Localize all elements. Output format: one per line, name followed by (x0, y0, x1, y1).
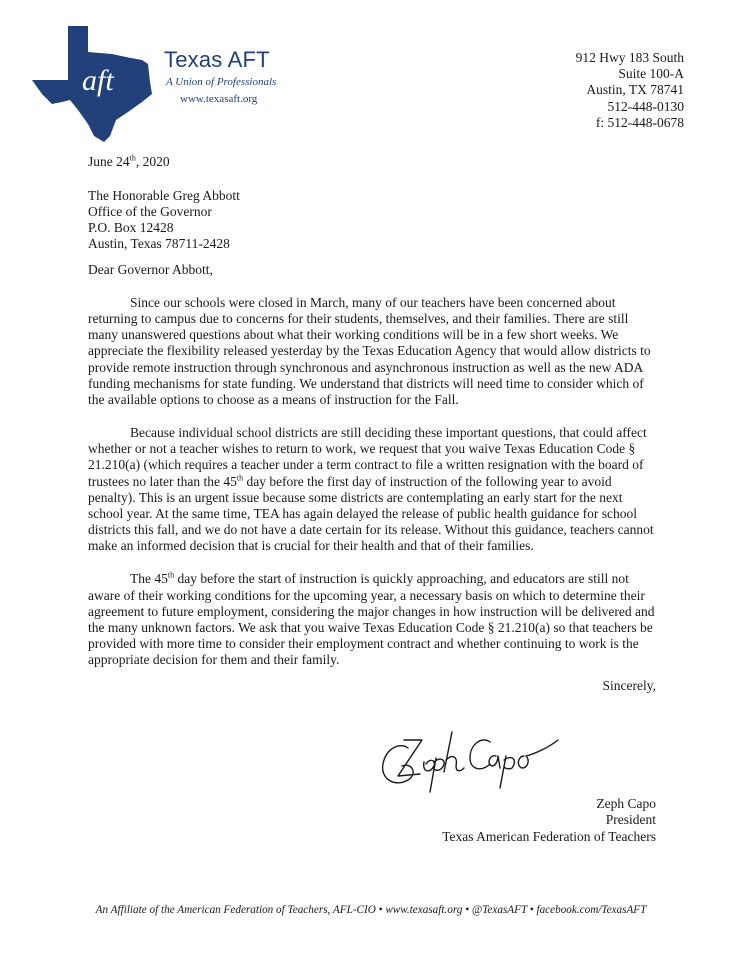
logo-aft-text: aft (82, 64, 114, 97)
address-phone: 512-448-0130 (607, 98, 684, 114)
signer-org: Texas American Federation of Teachers (442, 828, 656, 844)
letterhead-footer: An Affiliate of the American Federation of Teachers, AFL-CIO • www.texasaft.org • @TexasAFT • facebook.com/TexasAFT (95, 904, 647, 916)
handwritten-signature (378, 718, 588, 803)
date-year: , 2020 (135, 154, 170, 169)
paragraph-3: The 45th day before the start of instruction is quickly approaching, and educators are still not aware of their working conditions for the upcoming year, a necessary basis on which to determine their agreement to future employment, considering the major changes in how instruction will be delivered and the many unknown factors. We ask that you waive Texas Education Code § 21.210(a) so that teachers be provided with more time to consider their employment contract and whether continuing to work is the appropriate decision for them and their family. (88, 570, 655, 668)
sender-address (576, 50, 684, 131)
address-line: Suite 100-A (618, 66, 684, 82)
date-ordinal: th (129, 153, 136, 163)
texas-aft-logo (30, 24, 280, 144)
recipient-line: Austin, Texas 78711-2428 (88, 236, 230, 251)
signer-title: President (605, 812, 656, 828)
recipient-line: Office of the Governor (88, 204, 212, 219)
salutation: Dear Governor Abbott, (88, 262, 213, 277)
org-name: Texas AFT (164, 47, 270, 72)
closing: Sincerely, (602, 678, 656, 693)
paragraph-2: Because individual school districts are still deciding these important questions, that could affect whether or not a teacher wishes to return to work, we request that you waive Texas Education Code § 21.210(a) (which requires a teacher under a term contract to file a written resignation with the board of trustees no later than the 45th day before the first day of instruction of the following year to avoid penalty). This is an urgent issue because some districts are contemplating an early start for the next school year. At the same time, TEA has again delayed the release of public health guidance for school districts this fall, and we do not have a date certain for its release. Without this guidance, teachers cannot make an informed decision that is crucial for their health and that of their families. (88, 425, 654, 554)
letter-body (88, 295, 660, 685)
texas-map-icon (30, 24, 160, 144)
signer-block (442, 796, 656, 845)
address-line: 912 Hwy 183 South (575, 50, 684, 65)
date-main: June 24 (88, 154, 130, 169)
recipient-line: P.O. Box 12428 (88, 220, 174, 235)
paragraph-1: Since our schools were closed in March, many of our teachers have been concerned about returning to campus due to concerns for their students, themselves, and their families. There are still many unanswered questions about what their working conditions will be in a few short weeks. We appreciate the flexibility released yesterday by the Texas Education Agency that would allow districts to provide remote instruction through synchronous and asynchronous instruction as well as the new ADA funding mechanisms for state funding. We understand that districts will need time to consider which of the available options to choose as a means of instruction for the Fall. (88, 295, 651, 407)
address-line: Austin, TX 78741 (586, 82, 684, 98)
org-website: www.texasaft.org (180, 93, 258, 105)
recipient-block (88, 188, 240, 252)
recipient-line: The Honorable Greg Abbott (88, 188, 240, 203)
letter-date (88, 154, 170, 170)
org-tagline: A Union of Professionals (166, 76, 277, 88)
address-fax: f: 512-448-0678 (595, 114, 684, 130)
signer-name: Zeph Capo (596, 796, 656, 811)
